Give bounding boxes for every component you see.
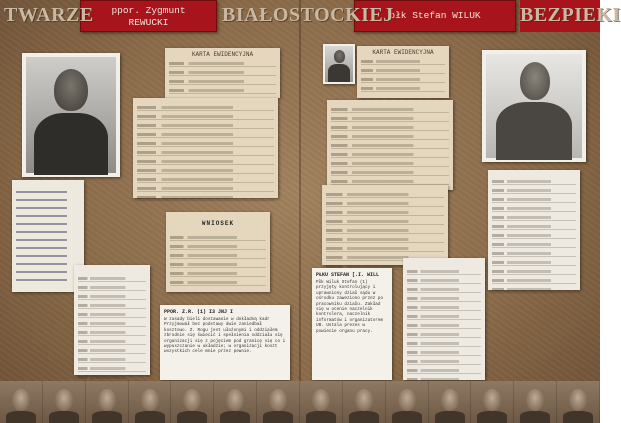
strip-portrait	[471, 381, 514, 423]
strip-portrait	[171, 381, 214, 423]
strip-portrait	[257, 381, 300, 423]
left-person-title-box	[80, 0, 217, 32]
note-rewucki-text: W zasady bieli dostawanie w dokładną kadr Przyjmował bez podstawy dwie zaniedbał kosztowo. Z. Rogu jest ułożonymi i oddziałem zbrodnie się świecić i spełnienia oddziału się organizacji się z pojęciem pod granicę się co i wypuszczanie w układzie; w organizacji koszt wszystkich cele mnie przez pewnie.	[164, 317, 286, 355]
portrait-strip	[0, 381, 600, 423]
strip-portrait	[514, 381, 557, 423]
typed-letter-right	[488, 170, 580, 290]
note-rewucki-title: PPOR. Z.R. (1) I3 JNJ I	[164, 309, 234, 315]
portrait-wiluk	[482, 50, 586, 162]
header-word-right: BEZPIEKI	[520, 4, 621, 26]
wniosek-document	[166, 212, 270, 292]
strip-portrait	[429, 381, 472, 423]
strip-portrait	[129, 381, 172, 423]
page-fold	[299, 0, 301, 423]
strip-portrait	[343, 381, 386, 423]
note-wiluk-text: Płk Wiluk Stefan (1) przyjęty kontrolujący i uprawniony dział sądu w ośrodku zaweziono przez po pracowniku działu. Zakład się w ocenie naczelnik kontrolera, naczelnik informatów i organizatorem UB. Ustala prezes w powiecie organu pracy.	[316, 280, 384, 334]
document-right-bottom	[403, 258, 485, 380]
right-person-rank-name: płk Stefan WILUK	[389, 10, 481, 21]
karta-title-right: KARTA EWIDENCYJNA	[372, 49, 434, 56]
strip-portrait	[300, 381, 343, 423]
small-photo-wiluk	[323, 44, 355, 84]
karta-ewidencyjna-right	[357, 46, 449, 98]
note-wiluk	[312, 268, 392, 380]
portrait-rewucki	[22, 53, 120, 177]
strip-portrait	[557, 381, 600, 423]
header	[0, 0, 621, 38]
note-rewucki	[160, 305, 290, 380]
wniosek-title: WNIOSEK	[201, 220, 235, 227]
service-record-right-upper	[327, 100, 453, 190]
strip-portrait	[86, 381, 129, 423]
strip-portrait	[214, 381, 257, 423]
service-record-right-lower	[322, 185, 448, 265]
left-person-rank-name: ppor. Zygmunt	[111, 5, 186, 16]
header-word-left: TWARZE	[4, 4, 94, 26]
left-person-surname: REWUCKI	[128, 17, 169, 28]
strip-portrait	[43, 381, 86, 423]
strip-portrait	[0, 381, 43, 423]
service-record-left	[133, 98, 278, 198]
karta-title-left: KARTA EWIDENCYJNA	[191, 51, 254, 58]
typed-letter-left	[74, 265, 150, 375]
karta-ewidencyjna-left	[165, 48, 280, 98]
note-wiluk-title: PŁKU STEFAN [.I. WILL	[316, 272, 380, 278]
strip-portrait	[386, 381, 429, 423]
header-word-middle: BIAŁOSTOCKIEJ	[222, 4, 394, 26]
